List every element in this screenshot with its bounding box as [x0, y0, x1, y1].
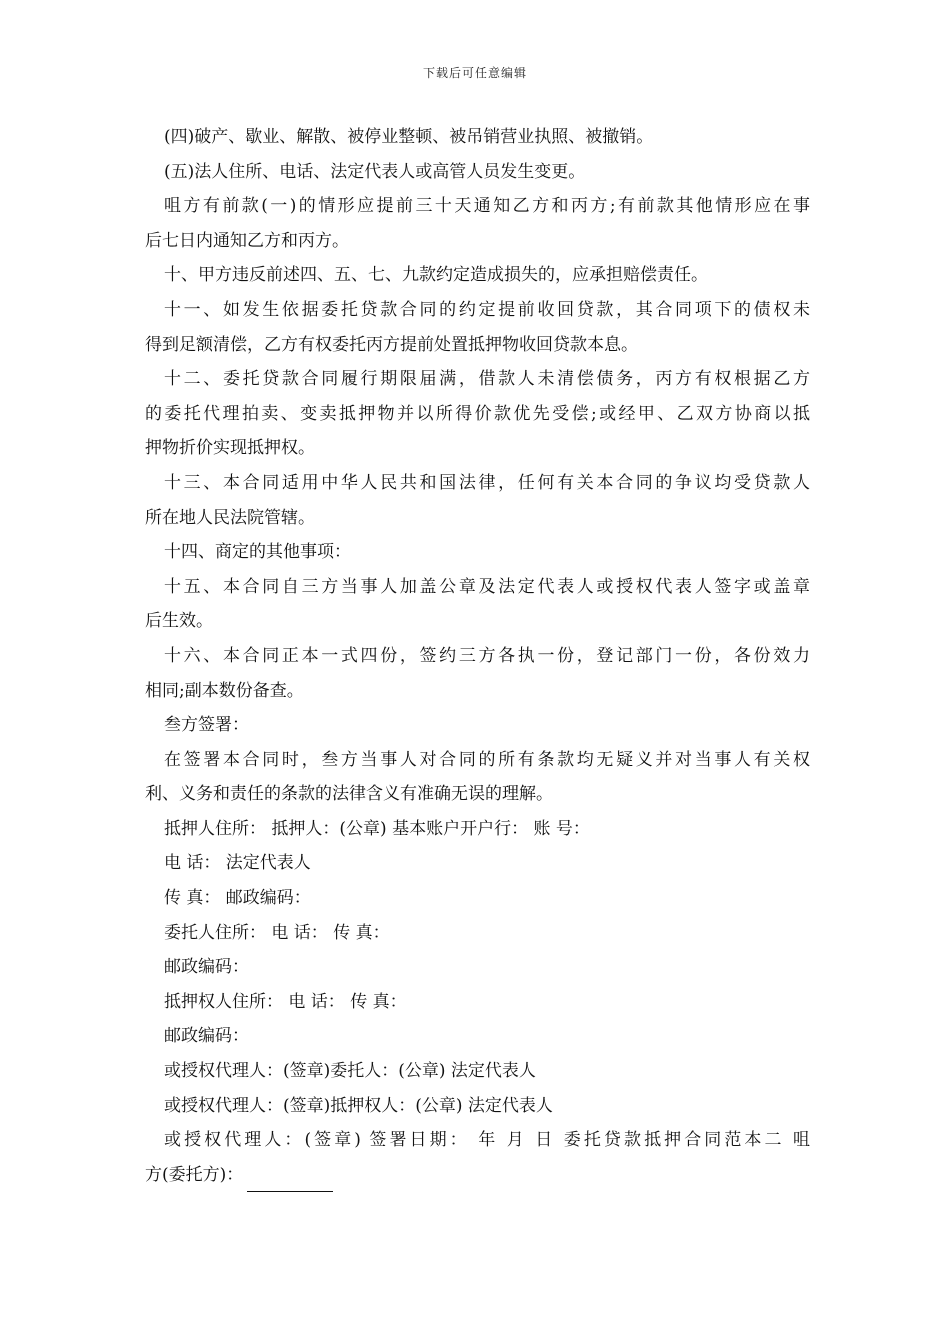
signature-field-line: 邮政编码： [164, 1026, 249, 1047]
party-a-label: 方(委托方)： [145, 1164, 244, 1185]
signature-field-line: 邮政编码： [164, 957, 249, 978]
paragraph-line: 十三、本合同适用中华人民共和国法律，任何有关本合同的争议均受贷款人 [164, 472, 810, 493]
paragraph-line: 十一、如发生依据委托贷款合同的约定提前收回贷款，其合同项下的债权未 [164, 299, 810, 320]
paragraph-line: 十六、本合同正本一式四份，签约三方各执一份，登记部门一份，各份效力 [164, 645, 810, 666]
paragraph-line: 叁方签署： [164, 715, 249, 736]
document-body [145, 120, 810, 1192]
fill-in-blank [247, 1169, 333, 1192]
paragraph-line: 所在地人民法院管辖。 [145, 507, 315, 528]
signature-field-line: 或授权代理人：(签章) 签署日期： 年 月 日 委托贷款抵押合同范本二 咀 [164, 1130, 810, 1151]
paragraph-line: 十四、商定的其他事项： [164, 542, 351, 563]
paragraph-line: 咀方有前款(一)的情形应提前三十天通知乙方和丙方;有前款其他情形应在事 [164, 196, 810, 217]
paragraph-line: 利、义务和责任的条款的法律含义有准确无误的理解。 [145, 784, 553, 805]
paragraph-line: 后七日内通知乙方和丙方。 [145, 230, 349, 251]
signature-field-line: 委托人住所： 电 话： 传 真： [164, 922, 390, 943]
paragraph-line: 十、甲方违反前述四、五、七、九款约定造成损失的，应承担赔偿责任。 [164, 265, 708, 286]
signature-field-line [145, 1158, 810, 1193]
paragraph-line: 得到足额清偿，乙方有权委托丙方提前处置抵押物收回贷款本息。 [145, 334, 638, 355]
signature-field-line: 抵押权人住所： 电 话： 传 真： [164, 991, 407, 1012]
signature-field-line: 传 真： 邮政编码： [164, 888, 311, 909]
paragraph-line: 的委托代理拍卖、变卖抵押物并以所得价款优先受偿;或经甲、乙双方协商以抵 [145, 403, 810, 424]
signature-field-line: 或授权代理人：(签章)抵押权人：(公章) 法定代表人 [164, 1095, 553, 1116]
paragraph-line: 后生效。 [145, 611, 213, 632]
paragraph-line: 十五、本合同自三方当事人加盖公章及法定代表人或授权代表人签字或盖章 [164, 576, 810, 597]
signature-field-line: 或授权代理人：(签章)委托人：(公章) 法定代表人 [164, 1061, 536, 1082]
paragraph-line: 押物折价实现抵押权。 [145, 438, 315, 459]
paragraph-line: 相同;副本数份备查。 [145, 680, 304, 701]
page-header: 下载后可任意编辑 [422, 66, 527, 80]
paragraph-line: (五)法人住所、电话、法定代表人或高管人员发生变更。 [164, 161, 586, 182]
signature-field-line: 抵押人住所： 抵押人：(公章) 基本账户开户行： 账 号： [164, 818, 590, 839]
paragraph-line: 在签署本合同时，叁方当事人对合同的所有条款均无疑义并对当事人有关权 [164, 749, 810, 770]
paragraph-line: 十二、委托贷款合同履行期限届满，借款人未清偿债务，丙方有权根据乙方 [164, 369, 810, 390]
paragraph-line: (四)破产、歇业、解散、被停业整顿、被吊销营业执照、被撤销。 [164, 127, 654, 147]
signature-field-line: 电 话： 法定代表人 [164, 853, 311, 874]
